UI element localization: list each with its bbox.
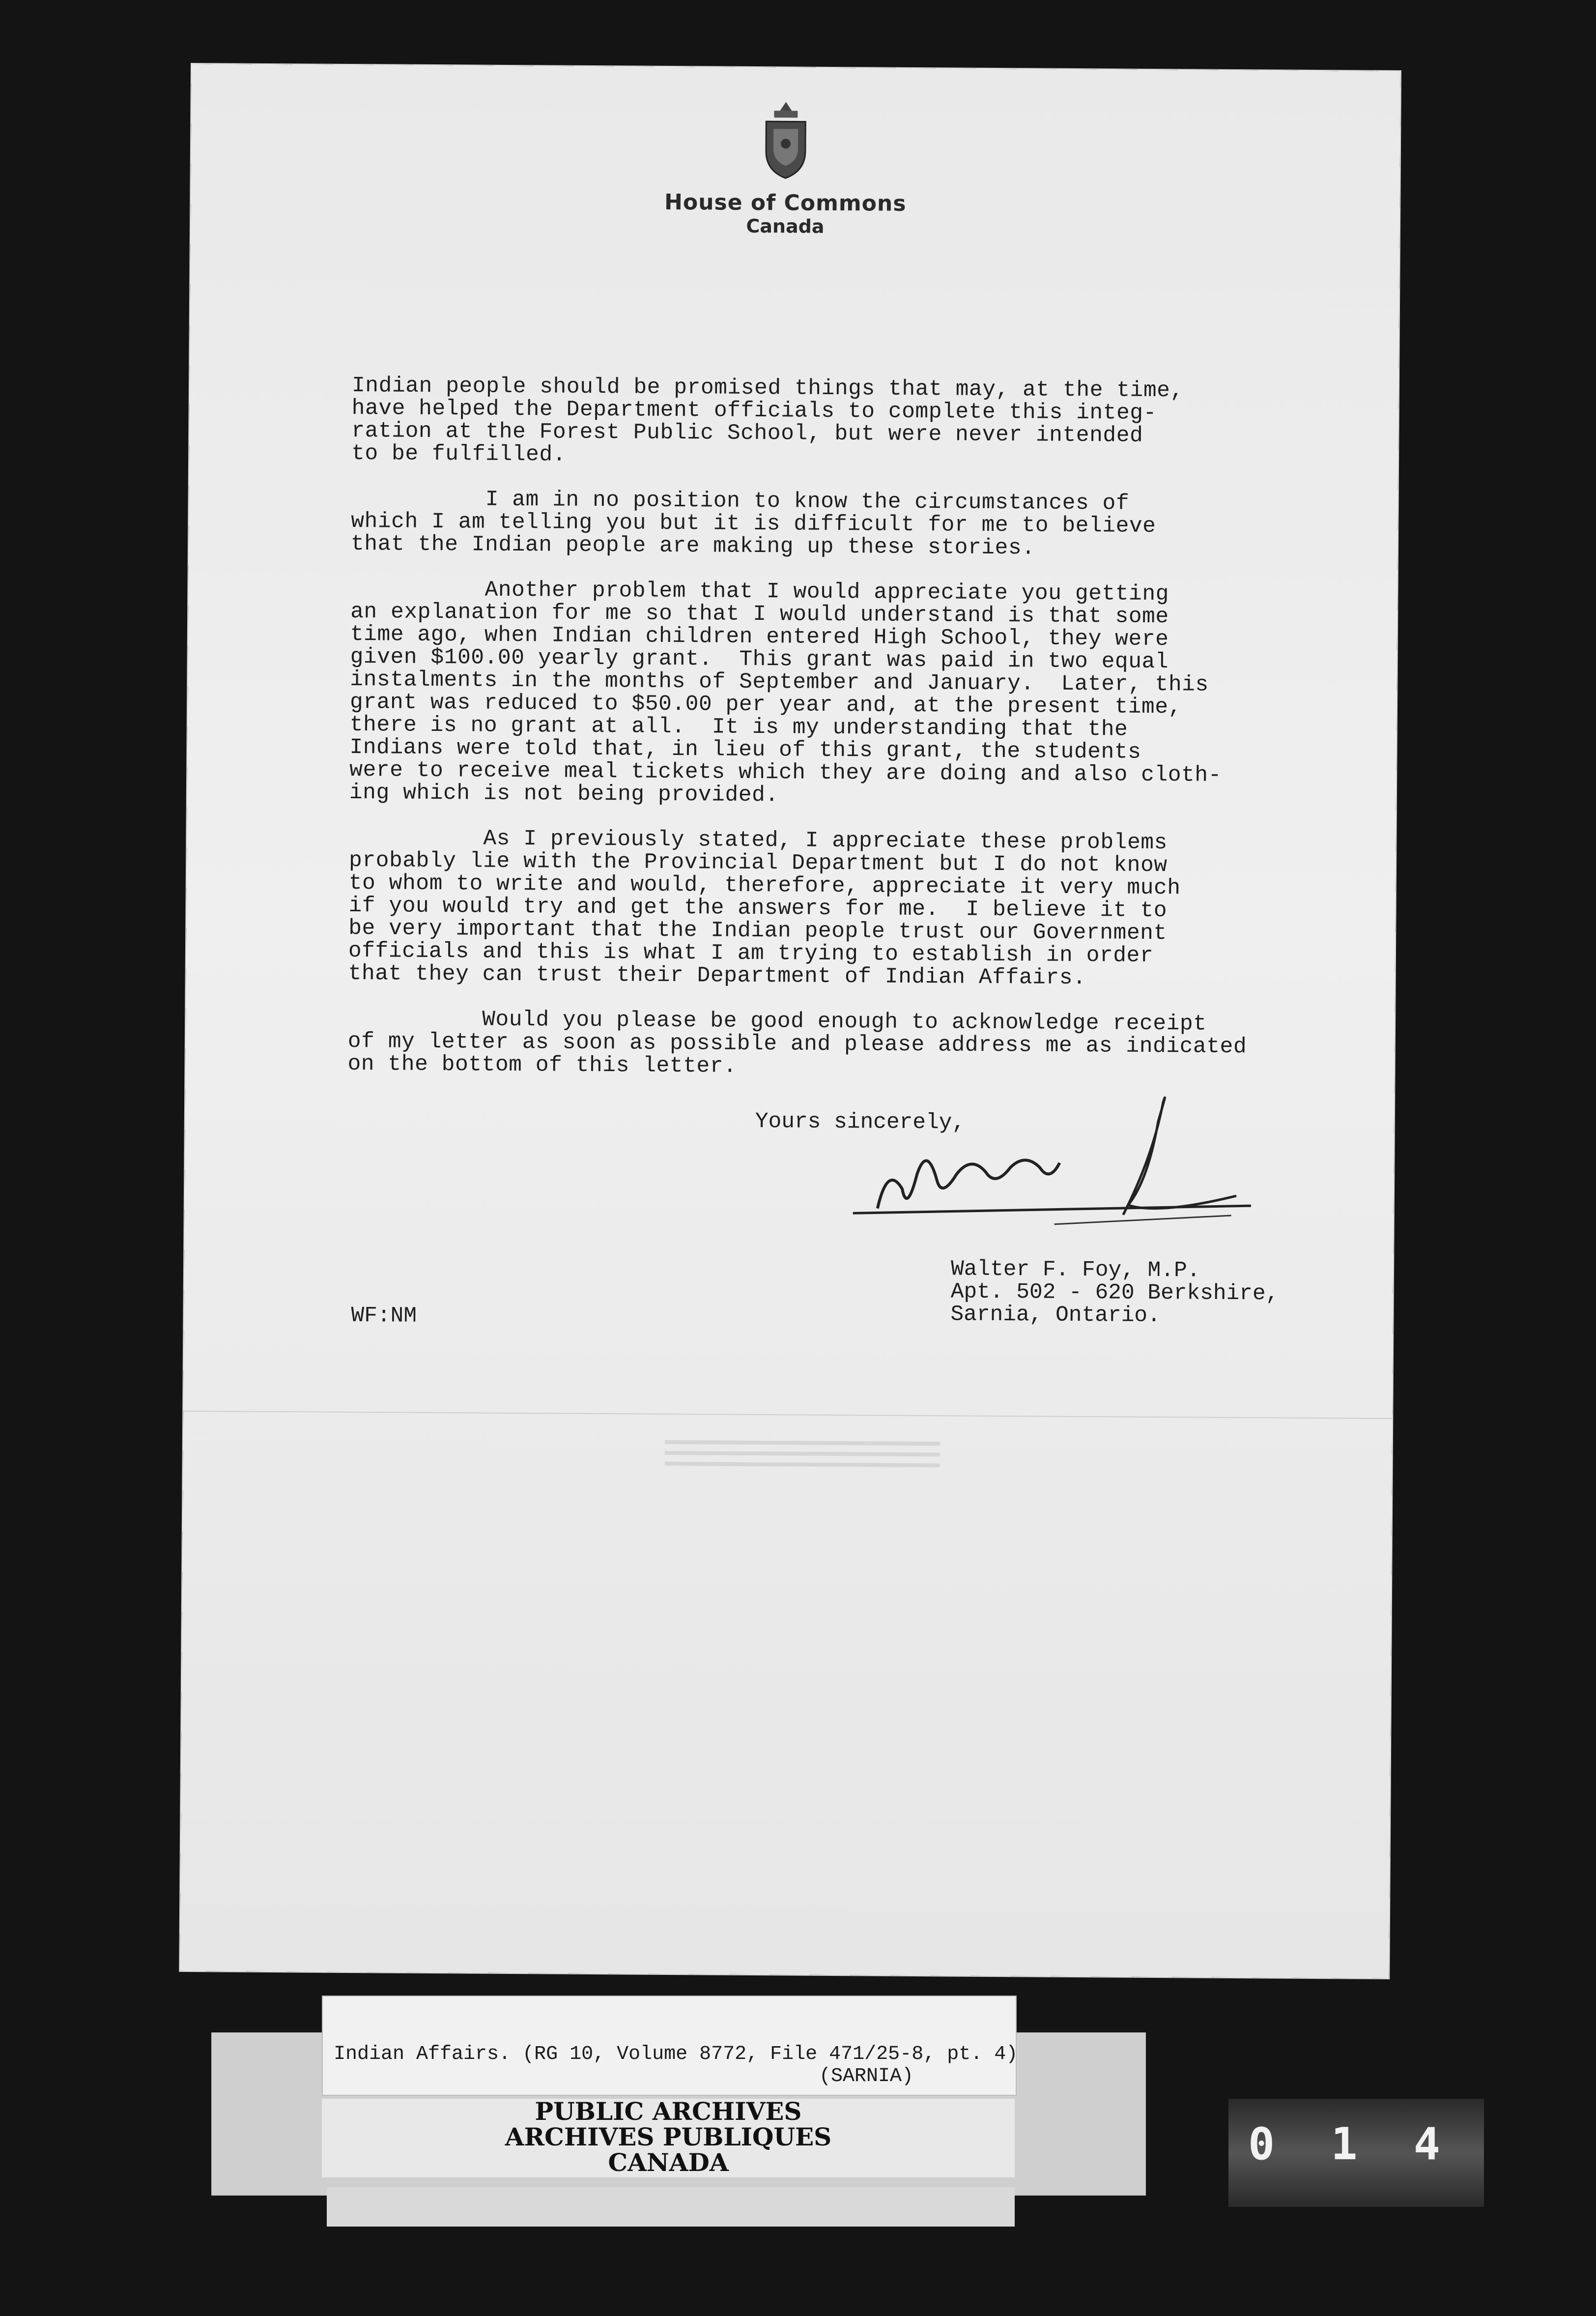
archive-reference-location: (SARNIA): [819, 2065, 914, 2087]
paragraph: Would you please be good enough to acknowledge receipt of my letter as soon as possible and please address me as indicated on the bottom of this letter.: [347, 1006, 1247, 1079]
archive-reference-label: [322, 1996, 1017, 2096]
archives-stamp: [322, 2099, 1015, 2177]
stamp-line: ARCHIVES PUBLIQUES: [505, 2122, 832, 2151]
stamp-line: PUBLIC ARCHIVES: [535, 2097, 802, 2126]
letterhead-title: House of Commons: [664, 189, 907, 216]
paragraph: As I previously stated, I appreciate these problems probably lie with the Provincial Department but I do not know to whom to write and would, therefore, appreciate it very much if you would try and get the answers for me. I believe it to be very important that the Indian people trust our Government officials and this is what I am trying to establish in order that they can trust their Department of Indian Affairs.: [348, 825, 1181, 991]
frame-number: [1228, 2099, 1484, 2207]
stamp-line: CANADA: [608, 2148, 729, 2177]
letter-sheet: [180, 64, 1400, 1978]
archive-reference: Indian Affairs. (RG 10, Volume 8772, File 471/25-8, pt. 4): [334, 2043, 1018, 2065]
letterhead: [633, 189, 938, 238]
letter-body: [347, 375, 1325, 1104]
bleed-through-text: [664, 1433, 940, 1484]
closing: Yours sincerely,: [755, 1109, 966, 1135]
royal-coat-of-arms-icon: [751, 97, 821, 186]
paragraph: Indian people should be promised things that may, at the time, have helped the Department officials to complete this integ- ration at the Forest Public School, but were never intended to be fulfilled.: [351, 374, 1184, 467]
paragraph: I am in no position to know the circumstances of which I am telling you but it is difficult for me to believe that the Indian people are making up these stories.: [350, 486, 1156, 561]
paragraph: Another problem that I would appreciate you getting an explanation for me so that I would understand is that some time ago, when Indian children entered High School, they were given $100.00 yearly grant. This grant was paid in two equal instalments in the months of September and January. Later, this grant was reduced to $50.00 per year and, at the present time, there is no grant at all. It is my understanding that the Indians were told that, in lieu of this grant, the students were to receive meal tickets which they are doing and also cloth- ing which is not being provided.: [349, 577, 1222, 808]
letterhead-subtitle: Canada: [746, 215, 825, 237]
frame-number-text: 0 1 4: [1248, 2118, 1455, 2170]
stamp-strip: [327, 2187, 1015, 2227]
signature-block: Walter F. Foy, M.P. Apt. 502 - 620 Berkshire, Sarnia, Ontario.: [950, 1257, 1279, 1329]
handwritten-signature: [848, 1090, 1271, 1250]
reference-initials: WF:NM: [351, 1303, 417, 1329]
fold-line: [183, 1411, 1392, 1419]
